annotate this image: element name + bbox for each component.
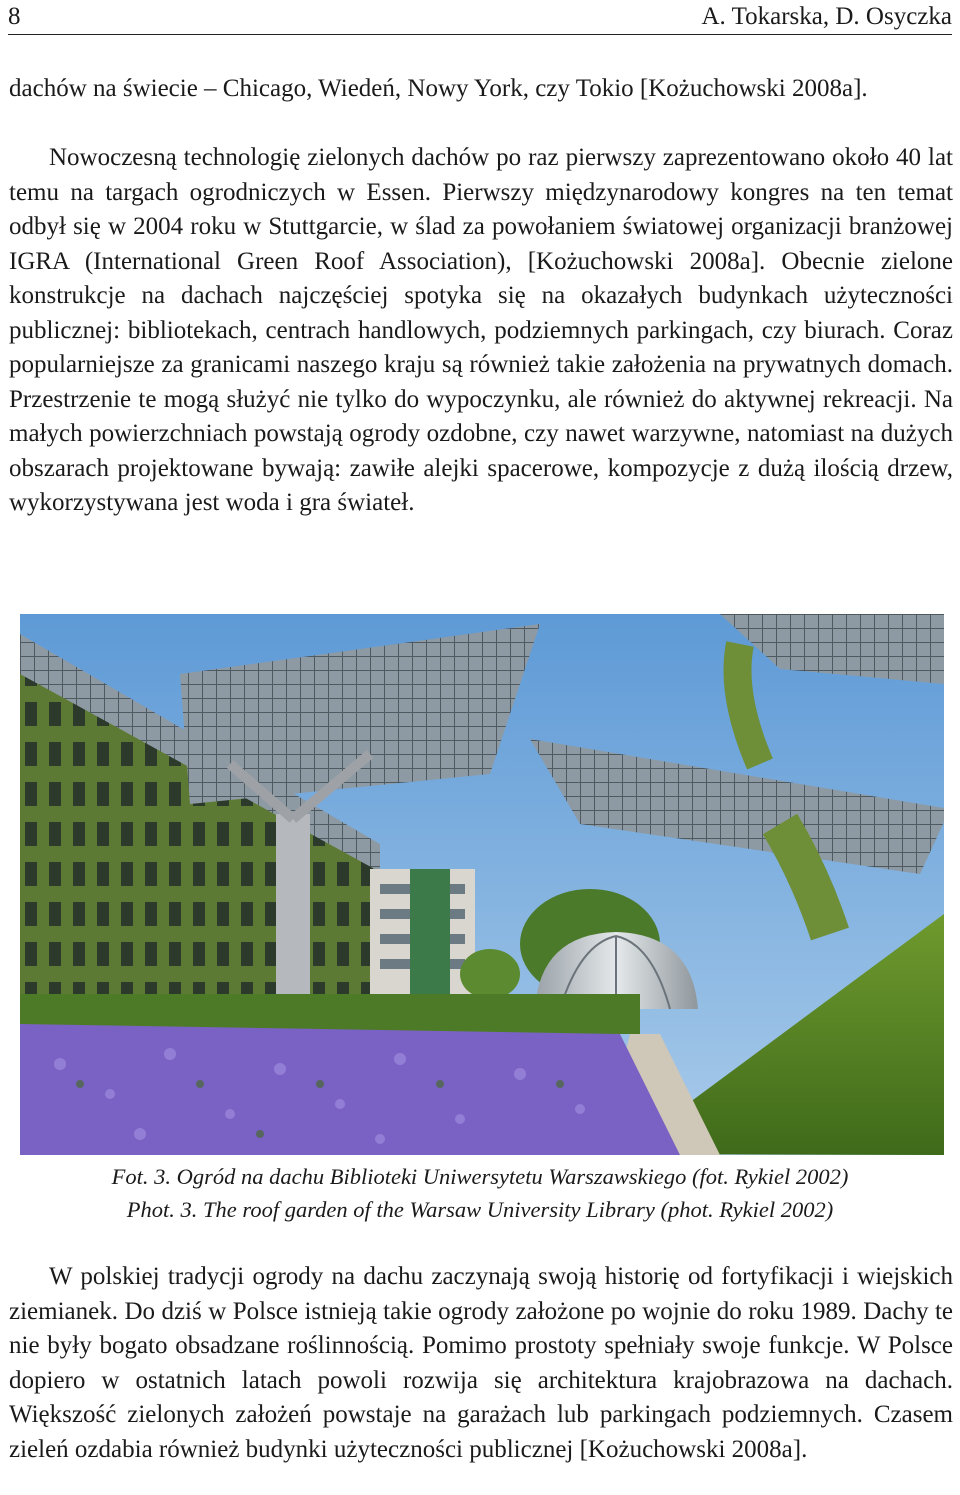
running-head-authors: A. Tokarska, D. Osyczka	[701, 3, 952, 30]
running-header	[8, 0, 952, 35]
paragraph-polish-tradition: W polskiej tradycji ogrody na dachu zaczynają swoją historię od fortyfikacji i wiejskich ziemianek. Do dziś w Polsce istnieją takie ogrody założone po wojnie do roku 1989. Dachy te nie były bogato obsadzane roślinnością. Pomimo prostoty spełniały swoje funkcje. W Polsce dopiero w ostatnich latach powoli rozwija się architektura krajobrazowa na dachach. Większość zielonych założeń powstaje na garażach lub parkingach podziemnych. Czasem zieleń ozdabia również budynki użyteczności publicznej [Kożuchowski 2008a].	[9, 1263, 953, 1463]
page-number: 8	[8, 3, 21, 30]
roof-garden-illustration	[20, 614, 944, 1155]
paragraph-green-roof-history: Nowoczesną technologię zielonych dachów po raz pierwszy zaprezentowano około 40 lat temu na targach ogrodniczych w Essen. Pierwszy międzynarodowy kongres na ten temat odbył się w 2004 roku w Stuttgarcie, w ślad za powołaniem światowej organizacji branżowej IGRA (International Green Roof Association), [Kożuchowski 2008a]. Obecnie zielone konstrukcje na dachach najczęściej spotyka się na okazałych budynkach użyteczności publicznej: bibliotekach, centrach handlowych, podziemnych parkingach, czy biurach. Coraz popularniejsze za granicami naszego kraju są również takie założenia na prywatnych domach. Przestrzenie te mogą służyć nie tylko do wypoczynku, ale również do aktywnej rekreacji. Na małych powierzchniach powstają ogrody ozdobne, czy nawet warzywne, natomiast na dużych obszarach projektowane bywają: zawiłe alejki spacerowe, kompozycje z dużą ilością drzew, wykorzystywana jest woda i gra świateł.	[9, 144, 953, 516]
paragraph-continuation: dachów na świecie – Chicago, Wiedeń, Nowy York, czy Tokio [Kożuchowski 2008a].	[9, 75, 868, 102]
lavender-bed	[20, 1024, 680, 1155]
figure-caption-english: Phot. 3. The roof garden of the Warsaw University Library (phot. Rykiel 2002)	[126, 1197, 834, 1222]
roof-garden-photo	[20, 614, 944, 1155]
figure-caption-polish: Fot. 3. Ogród na dachu Biblioteki Uniwersytetu Warszawskiego (fot. Rykiel 2002)	[111, 1164, 849, 1189]
